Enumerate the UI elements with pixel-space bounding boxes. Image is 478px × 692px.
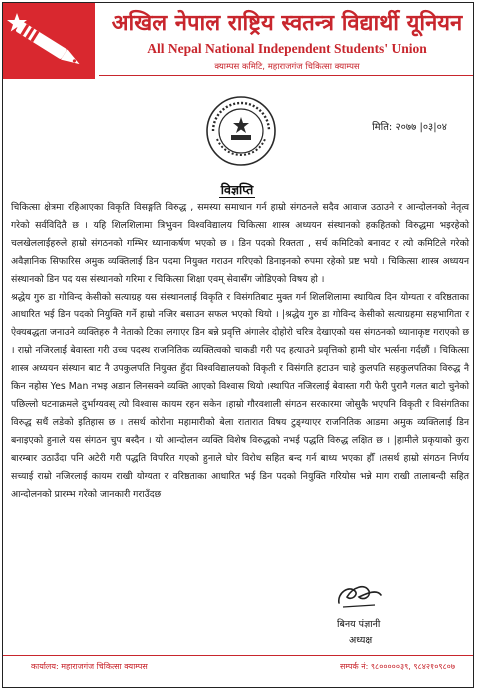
body-paragraph: चिकित्सा क्षेत्रमा रहिआएका विकृति विसङ्गति विरुद्ध , समस्या समाधान गर्न हाम्रो संगठनले सदैव आवाज उठाउने र आन्दोलनको नेतृत्व गरेको सर्वविदितै छ । यहि शिलशिलामा त्रिभुवन विश्वविद्यालय चिकित्सा शास्त्र अध्ययन संस्थानको हकहितको विरुद्धमा भइरहेको चलखेललाईहरुले हाम्रो संगठनको गम्भिर ध्यानाकर्षण भएको छ । डिन पदको रिक्तता , सर्च कमिटिको बनावट र त्यो कमिटिले गरेको अवैज्ञानिक सिफारिस अमुक व्यक्तिलाई डिन पदमा नियुक्त गराउन गरिएको डिनाइनको रुपमा रहेको प्रष्ट भयो । चिकित्सा शास्त्र अध्ययन संस्थानको डिन पद यस संस्थानको गरिमा र चिकित्सा शिक्षा एवम् सेवासँग जोडिएको विषय हो । [11, 202, 469, 285]
pen-emblem-icon [3, 3, 95, 79]
signatory-role: अध्यक्ष [349, 635, 373, 646]
header-divider [99, 75, 473, 76]
official-seal-stamp [205, 95, 277, 171]
footer-contact: सम्पर्क नं: ९८०००००३९, ९८४२१०९८०७ [340, 662, 455, 671]
union-logo [3, 3, 95, 79]
handwritten-signature [329, 575, 389, 619]
body-paragraph: श्रद्धेय गुरु डा गोविन्द केसीको सत्याग्रह यस संस्थानलाई विकृति र विसंगतिबाट मुक्त गर्न शिलशिलामा स्थायित्व दिन योग्यता र वरिष्ठताका आधारित भई डिन पदको नियुक्ति गर्ने हाम्रो नजिर बसाउन सफल भएको थियो । |श्रद्धेय गुरु डा गोविन्द केसीको सत्याग्रहमा सहभागिता र ऐक्यबद्धता जनाउने व्यक्तिहरु नै नेताको टिका लगाएर डिन बन्ने प्रवृत्ति अंगालेर दोहोरो चरित्र देखाएको यस संगठनको ध्यानाकृष्ट गराएको छ । राम्रो नजिरलाई बेवास्ता गरी उच्च पदस्थ राजनितिक व्यक्तित्वको चाकडी गरी पद हत्याउने प्रवृत्तिको हामी घोर भर्त्सना गर्दछौं । चिकित्सा शास्त्र अध्ययन संस्थान बाट नै उपकुलपति नियुक्त हुँदा विश्वविद्यालयको विकृती र विसंगति हटाउन चाहे कुलपति सहकुलपतिका विरुद्ध नै किन नहोस Yes Man नभइ अडान लिनसक्ने व्यक्ति आएको विश्वास थियो ।स्थापित नजिरलाई बेवास्ता गरी फेरी पुरानै गलत बाटो चुनेको पछिल्लो घटनाक्रमले दुर्भाग्यवस् त्यो विश्वास कायम रहन सकेन ।हाम्रो गौरवशाली संगठन सरकारमा जोसुकै भएपनि विकृती र विसंगतिका विरुद्ध सधैं लडेको इतिहास छ । तसर्थ कोरोना महामारीको बेला रातारात विषय टुङ्ग्याएर राजनितिक आडमा अमुक व्यक्तिलाई डिन बनाइएको हुनाले यस संगठन चुप बस्दैन । यो आन्दोलन व्यक्ति विशेष विरुद्धको नभई पद्धति विरुद्ध लक्षित छ । |हामीले प्रकृयाको कुरा बारम्बार उठाउँदा पनि अटेरी गरी पद्धति विपरित गएको हुनाले घोर विरोध सहित बन्द गर्न बाध्य भएका हौँ ।तसर्थ हाम्रो संगठन निर्णय सच्याई राम्रो नजिरलाई कायम राखी योग्यता र वरिष्ठताका आधारित भई डिन पदको नियुक्ति गरियोस भन्ने माग राखी तालाबन्दी सहित आन्दोलनको प्रारम्भ गरेको जानकारी गराउँदछ [11, 291, 469, 500]
signatory-name: बिनय पंज्ञानी [337, 619, 381, 630]
letter-date: मिति: २०७७ |०३|०४ [372, 122, 447, 133]
letter-page [2, 2, 474, 688]
footer-divider [3, 655, 473, 656]
notice-body [11, 199, 469, 503]
campus-committee-subtitle: क्याम्पस कमिटि, महाराजगंज चिकित्सा क्याम्पस [214, 62, 360, 72]
union-name-nepali: अखिल नेपाल राष्ट्रिय स्वतन्त्र विद्यार्थी यूनियन [111, 10, 463, 36]
footer-address: कार्यालय: महाराजगंज चिकित्सा क्याम्पस [31, 662, 148, 671]
notice-title [3, 181, 471, 198]
notice-title-text: विज्ञप्ति [220, 182, 254, 197]
union-name-english: All Nepal National Independent Students' Union [147, 41, 427, 56]
